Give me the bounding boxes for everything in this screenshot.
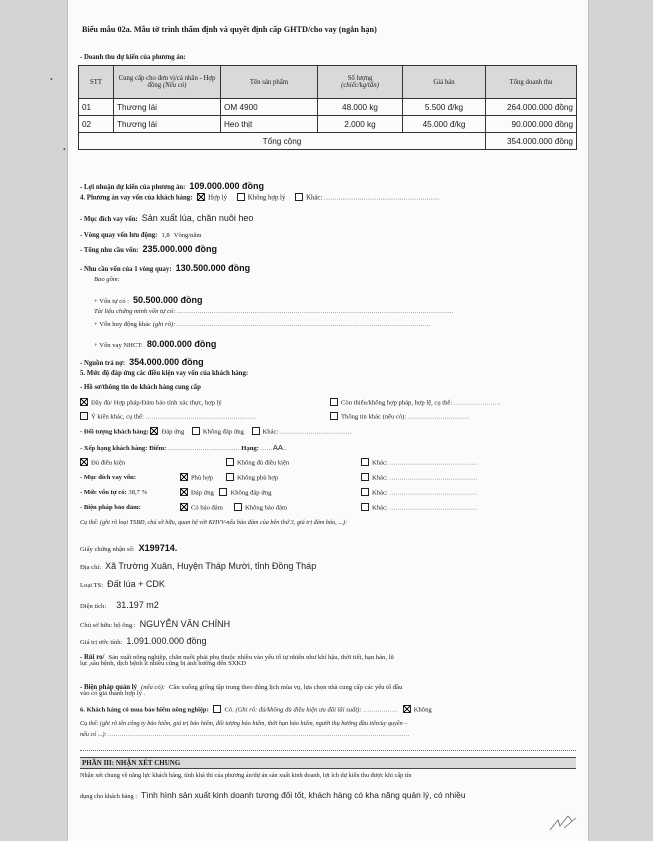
- subject-other-dots: ...................................: [279, 428, 352, 436]
- s5-collateral-row-c: [361, 504, 478, 512]
- cell-total: 264.000.000 đồng: [486, 99, 577, 116]
- s5-eligible-row: [80, 459, 125, 467]
- s5-purpose-label: - Mục đích vay vốn:: [80, 474, 137, 481]
- collateral-detail-note: Cụ thể: (ghi rõ loại TSBĐ, chủ sở hữu, quan hệ với KHVV-nếu bảo đảm của bên thứ 3, giá trị đảm bảo, ...):: [80, 519, 348, 526]
- margin-mark: •: [50, 75, 53, 84]
- s4-other-dots: .......................................................: [324, 194, 440, 202]
- s5-purpose-row-a: [180, 474, 213, 482]
- other-capital-note: (ghi rõ):: [152, 321, 176, 328]
- area-value: 31.197 m2: [116, 600, 159, 610]
- cell-price: 45.000 đ/kg: [403, 116, 486, 133]
- purpose-other-dots: ...........................................: [389, 474, 478, 482]
- s5-purpose-row-b: [226, 474, 278, 482]
- eligible-checkbox[interactable]: [80, 458, 88, 466]
- s5-subject-row: [80, 428, 352, 436]
- s5-collateral-row-b: [234, 504, 287, 512]
- eligible-other-checkbox[interactable]: [361, 458, 369, 466]
- risk-text2: lụt ,sâu bệnh, dịch bệnh ít nhiều cũng bị ảnh hưởng đến SXKD: [80, 660, 247, 667]
- cell-stt: 02: [79, 116, 114, 133]
- table-header-row: [79, 66, 577, 99]
- own-ratio-label: - Mức vốn tự có:: [80, 489, 127, 496]
- s4-opt2: Không hợp lý: [247, 194, 286, 202]
- collateral-other-dots: ...........................................: [389, 504, 478, 512]
- cell-total: 90.000.000 đồng: [486, 116, 577, 133]
- s5-eligible-row-b: [226, 459, 289, 467]
- own-ratio-value: 38,7 %: [128, 489, 148, 496]
- subject-other-checkbox[interactable]: [252, 427, 260, 435]
- col-product: Tên sản phẩm: [221, 66, 318, 99]
- own-capital-value: 50.500.000 đồng: [133, 295, 203, 305]
- address-value: Xã Trường Xuân, Huyện Tháp Mười, tỉnh Đồng Tháp: [105, 561, 317, 571]
- capital-need-value: 235.000.000 đồng: [142, 244, 217, 254]
- subject-label: - Đối tượng khách hàng:: [80, 428, 149, 436]
- s4-other-checkbox[interactable]: [295, 193, 303, 201]
- s5-docs-row1b: [330, 399, 501, 407]
- purpose-suitable-checkbox[interactable]: [180, 473, 188, 481]
- col-qty: [318, 66, 403, 99]
- subject-opt1: Đáp ứng: [161, 428, 185, 436]
- s5-own-row-c: [361, 489, 478, 497]
- est-value-label: Giá trị ước tính:: [80, 639, 123, 646]
- collateral-label: - Biện pháp bảo đảm:: [80, 504, 141, 511]
- asset-type-line: [80, 574, 165, 592]
- cycle-capital-value: 130.500.000 đồng: [175, 263, 251, 273]
- cert-label: Giấy chứng nhận số:: [80, 546, 135, 553]
- proof-docs-label: Tài liệu chứng minh vốn tự có:: [94, 308, 176, 315]
- address-line: [80, 556, 316, 574]
- collateral-yes-checkbox[interactable]: [180, 503, 188, 511]
- s6-yes: Có.: [224, 706, 234, 714]
- docs-missing-dots: .......................: [453, 399, 501, 407]
- cell-product: Heo thịt: [221, 116, 318, 133]
- repay-source-value: 354.000.000 đồng: [129, 357, 204, 367]
- docs-opt1: Đầy đủ/ Hợp pháp/Đảm bảo tính xác thực, hợp lý: [91, 399, 222, 407]
- owner-value: NGUYỄN VĂN CHÍNH: [139, 619, 231, 629]
- col-qty-label: Số lượng: [347, 75, 373, 82]
- col-price: Giá bán: [403, 66, 486, 99]
- cell-price: 5.500 đ/kg: [403, 99, 486, 116]
- part3-text2-label: dụng cho khách hàng :: [80, 793, 138, 800]
- asset-type-label: Loại TS:: [80, 582, 104, 589]
- own-opt2: Không đáp ứng: [230, 489, 272, 497]
- cell-qty: 2.000 kg: [318, 116, 403, 133]
- revenue-label: - Doanh thu dự kiến của phương án:: [80, 54, 186, 61]
- s6-blank-line: [80, 750, 576, 751]
- part3-text2-line: [80, 785, 465, 803]
- purpose-unsuitable-checkbox[interactable]: [226, 473, 234, 481]
- rating-rank-dots-after: ..: [282, 445, 288, 452]
- s6-detail2-dots: ...........................................................................................................................................................: [108, 731, 410, 738]
- subject-not-meet-checkbox[interactable]: [192, 427, 200, 435]
- part3-title: PHẦN III: NHẬN XÉT CHUNG: [82, 759, 181, 767]
- rating-rank-dots: ......: [260, 445, 273, 452]
- subject-opt2: Không đáp ứng: [202, 428, 244, 436]
- s5-eligible-row-c: [361, 459, 478, 467]
- rating-label: - Xếp hạng khách hàng: Điểm:: [80, 445, 167, 452]
- col-qty-unit: (chiếc/kg/tấn): [341, 82, 379, 89]
- eligible-other-dots: ...........................................: [389, 459, 478, 467]
- own-capital-line: [94, 290, 203, 308]
- s5-docs-row1: [80, 399, 222, 407]
- s4-unreasonable-checkbox[interactable]: [237, 193, 245, 201]
- own-not-meet-checkbox[interactable]: [219, 488, 227, 496]
- docs-opt2: Còn thiếu/không hợp pháp, hợp lệ, cụ thể:: [341, 399, 453, 407]
- cycle-capital-label: - Nhu cầu vốn của 1 vòng quay:: [80, 266, 172, 273]
- owner-label: Chủ sở hữu: hộ ông :: [80, 622, 136, 629]
- repay-source-label: - Nguồn trả nợ:: [80, 360, 126, 367]
- cert-line: [80, 538, 177, 556]
- s4-opt1: Hợp lý: [208, 194, 228, 202]
- s6-yes-checkbox[interactable]: [213, 705, 221, 713]
- other-capital-dots: ............................................................................................................................: [176, 321, 431, 328]
- proof-docs-line: [94, 308, 454, 315]
- s5-purpose-row: [80, 474, 136, 481]
- proof-docs-dots: .......................................................................................................................................: [177, 308, 454, 315]
- not-eligible-checkbox[interactable]: [226, 458, 234, 466]
- risk-text1: Sản xuất nông nghiệp, chăn nuôi phải phụ thuộc nhiều vào yếu tố tự nhiên như khí hậu, thời tiết, hạn hán, lũ: [108, 654, 394, 661]
- collateral-opt1: Có bảo đảm: [191, 504, 223, 512]
- rating-rank-label: Hạng:: [241, 445, 259, 452]
- s5-collateral-row: [80, 504, 141, 511]
- nhct-loan-label: + Vốn vay NHCT:: [94, 342, 143, 349]
- s5-purpose-opt1: Phù hợp: [191, 474, 213, 482]
- docs-other-info-dots: ..............................: [407, 413, 470, 421]
- eligible-opt2: Không đủ điều kiện: [237, 459, 290, 467]
- cell-supplier: Thương lái: [114, 99, 221, 116]
- s6-dots: .................: [363, 706, 399, 714]
- repay-source-line: [80, 352, 204, 370]
- own-other-checkbox[interactable]: [361, 488, 369, 496]
- purpose-label: - Mục đích vay vốn:: [80, 216, 138, 223]
- mitigation-label: - Biện pháp quản lý: [80, 684, 138, 691]
- asset-type-value: Đất lúa + CDK: [107, 579, 165, 589]
- own-opt1: Đáp ứng: [191, 489, 214, 497]
- cycle-capital-line: [80, 258, 250, 276]
- revenue-table: [78, 65, 577, 150]
- own-other-dots: ...........................................: [389, 489, 478, 497]
- cell-qty: 48.000 kg: [318, 99, 403, 116]
- docs-other-opinion-dots: ......................................................: [145, 413, 257, 421]
- col-total: Tổng doanh thu: [486, 66, 577, 99]
- s6-detail2: nếu có ...):: [80, 731, 107, 738]
- mitigation-note: (nếu có):: [141, 684, 166, 691]
- col-supplier: [114, 66, 221, 99]
- docs-missing-checkbox[interactable]: [330, 398, 338, 406]
- document-page: [67, 0, 589, 841]
- turnover-unit: Vòng/năm: [173, 232, 202, 239]
- s4-reasonable-checkbox[interactable]: [197, 193, 205, 201]
- s6-no: Không: [413, 706, 432, 714]
- signature-mark: [548, 812, 578, 832]
- docs-opt3: Ý kiến khác, cụ thể:: [91, 413, 144, 421]
- est-value-value: 1.091.000.000 đồng: [126, 636, 207, 646]
- cell-supplier: Thương lái: [114, 116, 221, 133]
- profit-label: - Lợi nhuận dự kiến của phương án:: [80, 184, 186, 191]
- s5-own-row: [80, 489, 147, 496]
- s5-collateral-row-a: [180, 504, 223, 512]
- risk-label: - Rủi ro/: [80, 654, 105, 661]
- part3-text1: Nhận xét chung về năng lực khách hàng, tính khả thi của phương án/dự án sản xuất kinh doanh, lợi ích dự kiến thu được khi cấp tín: [80, 772, 412, 779]
- s6-label: 6. Khách hàng có mua bảo hiểm nông nghiệp:: [80, 706, 209, 714]
- mitigation-text2: vào có giá thành hợp lý .: [80, 690, 146, 697]
- form-title: Biểu mẫu 02a. Mẫu tờ trình thẩm định và quyết định cấp GHTD/cho vay (ngắn hạn): [82, 25, 377, 34]
- collateral-no-checkbox[interactable]: [234, 503, 242, 511]
- s5-rating-row: [80, 443, 287, 452]
- s6-line: [80, 706, 432, 714]
- collateral-opt3: Khác:: [372, 504, 388, 512]
- s5-purpose-opt2: Không phù hợp: [237, 474, 279, 482]
- cell-stt: 01: [79, 99, 114, 116]
- s5-purpose-row-c: [361, 474, 478, 482]
- cell-product: OM 4900: [221, 99, 318, 116]
- docs-other-opinion-checkbox[interactable]: [80, 412, 88, 420]
- capital-need-label: - Tổng nhu cầu vốn:: [80, 247, 139, 254]
- col-supplier-note: (Nếu có): [162, 82, 187, 89]
- purpose-value: Sản xuất lúa, chăn nuôi heo: [141, 213, 254, 223]
- mitigation-text1: Cần xuống giống tập trung theo đúng lịch mùa vụ, lựa chọn nhà cung cấp các yếu tố đầu: [169, 684, 403, 691]
- area-line: [80, 595, 159, 613]
- own-capital-label: + Vốn tự có :: [94, 298, 130, 305]
- capital-need-line: [80, 239, 217, 257]
- rating-rank-value: AA: [272, 443, 283, 452]
- s6-yes-note: (Ghi rõ: đủ/không đủ điều kiện ưu đãi lãi suất):: [235, 706, 362, 714]
- eligible-opt1: Đủ điều kiện: [91, 459, 126, 467]
- purpose-other-checkbox[interactable]: [361, 473, 369, 481]
- s5-own-row-a: [180, 489, 271, 497]
- docs-complete-checkbox[interactable]: [80, 398, 88, 406]
- s4-line: [80, 194, 439, 202]
- profit-line: [80, 176, 264, 194]
- rating-points-dots: ...................................: [167, 445, 240, 452]
- docs-opt4: Thông tin khác (nếu có):: [341, 413, 407, 421]
- collateral-other-checkbox[interactable]: [361, 503, 369, 511]
- turnover-label: - Vòng quay vốn lưu động:: [80, 232, 158, 239]
- turnover-value: 1,8: [161, 232, 170, 239]
- s6-detail2-line: [80, 731, 410, 738]
- s5-docs-row2b: [330, 413, 469, 421]
- nhct-loan-line: [94, 334, 216, 352]
- s5-label: 5. Mức độ đáp ứng các điều kiện vay vốn của khách hàng:: [80, 370, 249, 377]
- part3-header: [80, 757, 576, 769]
- margin-mark: •: [63, 145, 66, 154]
- s6-detail1: Cụ thể: (ghi rõ tên công ty bảo hiểm, giá trị bảo hiểm, đối tượng bảo hiểm, thời hạn bảo hiểm, người thụ hưởng đầu tiên/ủy quyền –: [80, 720, 408, 727]
- collateral-opt2: Không bảo đảm: [245, 504, 288, 512]
- subject-meets-checkbox[interactable]: [150, 427, 158, 435]
- sum-value: 354.000.000 đồng: [486, 133, 577, 150]
- docs-other-info-checkbox[interactable]: [330, 412, 338, 420]
- includes-label: Bao gồm:: [94, 276, 120, 283]
- part3-text2-value: Tình hình sản xuất kinh doanh tương đối tốt, khách hàng có kha năng quản lý, có nhiều: [141, 790, 466, 800]
- sum-label: Tổng cộng: [79, 133, 486, 150]
- owner-line: [80, 614, 230, 632]
- s5-docs-label: - Hồ sơ/thông tin do khách hàng cung cấp: [80, 384, 201, 391]
- area-label: Diện tích:: [80, 603, 107, 610]
- cert-value: X199714.: [138, 543, 178, 553]
- s5-docs-row2: [80, 413, 256, 421]
- table-sum-row: [79, 133, 577, 150]
- table-row: [79, 99, 577, 116]
- s6-no-checkbox[interactable]: [403, 705, 411, 713]
- s4-opt3: Khác:: [306, 194, 323, 202]
- address-label: Địa chỉ:: [80, 564, 102, 571]
- own-opt3: Khác:: [372, 489, 388, 497]
- other-capital-line: [94, 321, 431, 328]
- nhct-loan-value: 80.000.000 đồng: [146, 339, 217, 349]
- eligible-opt3: Khác:: [372, 459, 388, 467]
- col-supplier-label: Cung cấp cho đơn vị/cá nhân - Hợp đồng: [118, 75, 216, 89]
- subject-opt3: Khác:: [262, 428, 279, 436]
- s4-label: 4. Phương án vay vốn của khách hàng:: [80, 194, 193, 202]
- other-capital-label: + Vốn huy động khác: [94, 321, 152, 328]
- table-row: [79, 116, 577, 133]
- s5-purpose-opt3: Khác:: [372, 474, 388, 482]
- col-stt: STT: [79, 66, 114, 99]
- own-meets-checkbox[interactable]: [180, 488, 188, 496]
- profit-value: 109.000.000 đồng: [189, 181, 264, 191]
